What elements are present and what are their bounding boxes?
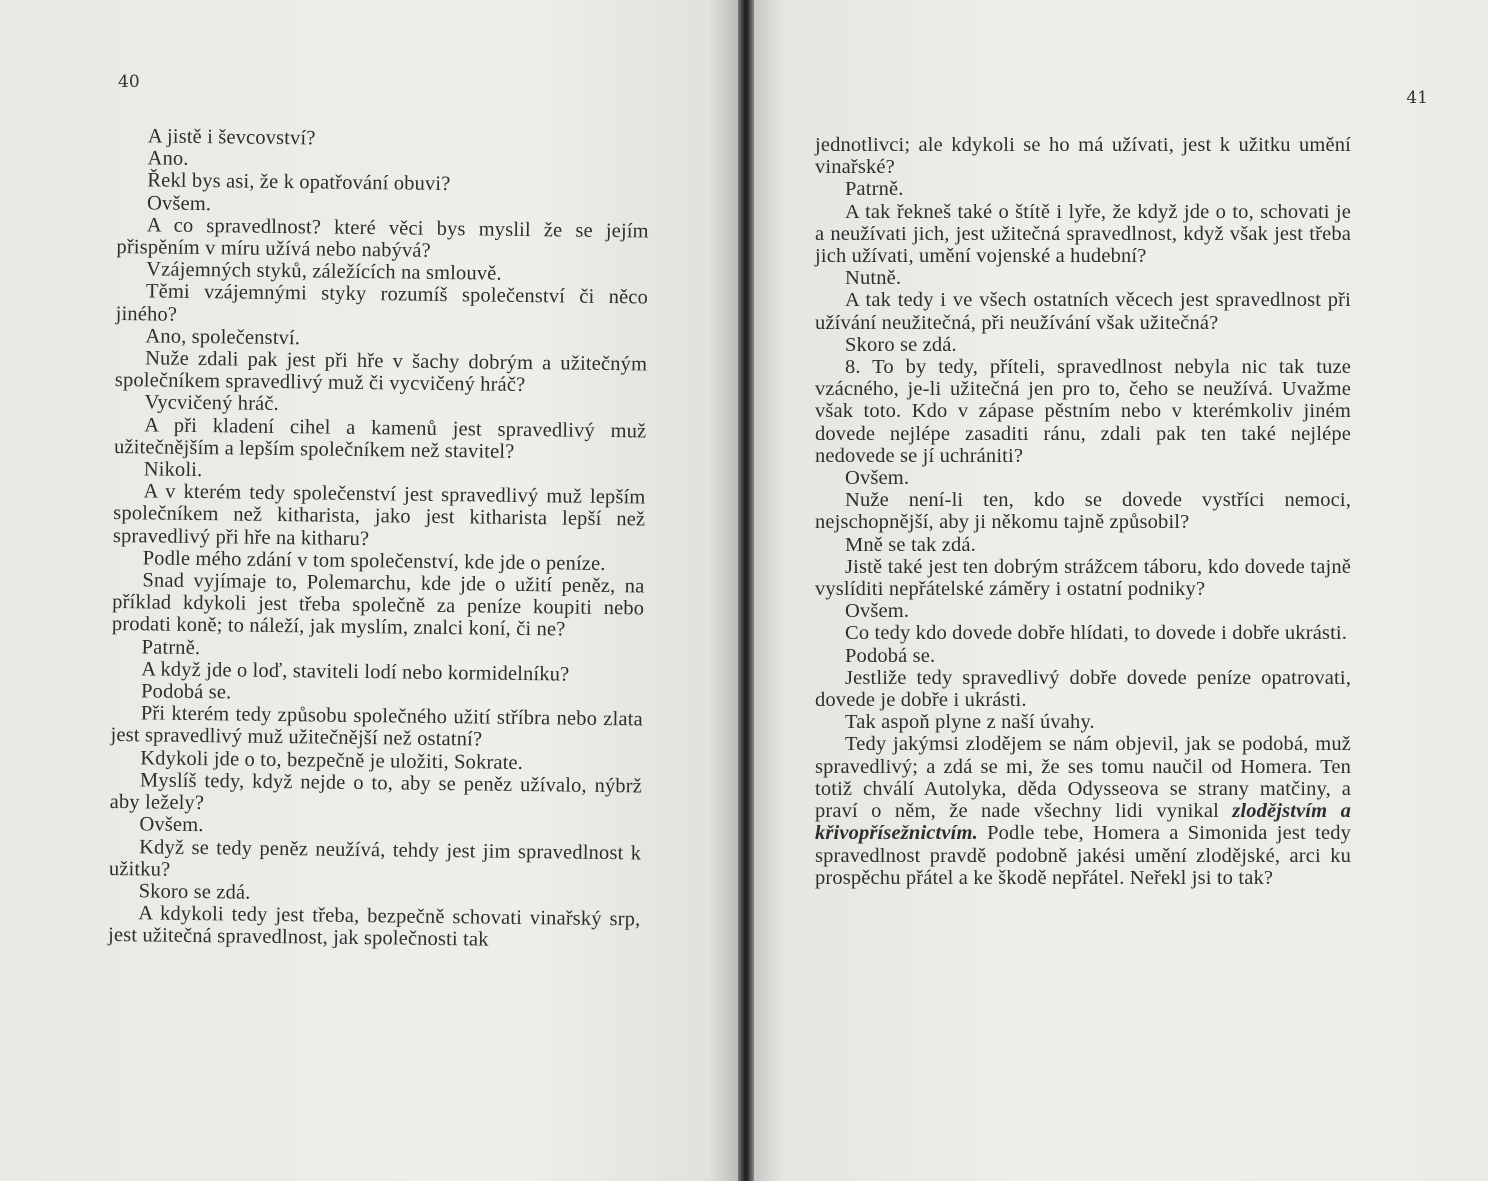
paragraph: Nikoli. bbox=[143, 458, 203, 482]
paragraph-last bbox=[815, 733, 1351, 888]
left-page bbox=[0, 0, 738, 1181]
paragraph: Myslíš tedy, když nejde o to, aby se peněz užívalo, nýbrž aby ležely? bbox=[109, 769, 643, 815]
paragraph: Kdykoli jde o to, bezpečně je uložiti, Sokrate. bbox=[140, 747, 524, 774]
paragraph: A co spravedlnost? které věci bys myslil že se jejím přispěním v míru užívá nebo nabývá? bbox=[116, 214, 649, 262]
paragraph: Podobá se. bbox=[140, 680, 232, 704]
paragraph: Skoro se zdá. bbox=[138, 880, 251, 904]
paragraph: Ovšem. bbox=[146, 191, 212, 215]
paragraph: A v kterém tedy společenství jest spravedlivý muž lepším společníkem než kitharista, jako jest kitharista lepší než spravedlivý při hře na kitharu? bbox=[112, 480, 646, 550]
paragraph: Ovšem. bbox=[845, 467, 910, 490]
paragraph: Jestliže tedy spravedlivý dobře dovede peníze opatrovati, dovede je dobře i ukrásti. bbox=[815, 666, 1351, 712]
paragraph: Skoro se zdá. bbox=[845, 333, 957, 356]
paragraph: Řekl bys asi, že k opatřování obuvi? bbox=[147, 169, 451, 196]
paragraph: Mně se tak zdá. bbox=[845, 533, 976, 556]
paragraph: Podle mého zdání v tom společenství, kde jde o peníze. bbox=[142, 547, 606, 575]
paragraph: Patrně. bbox=[141, 636, 201, 659]
paragraph: Nuže zdali pak jest při hře v šachy dobrým a užitečným společníkem spravedlivý muž či vycvičený hráč? bbox=[114, 347, 648, 397]
paragraph: Nutně. bbox=[845, 267, 902, 290]
paragraph: Nuže není-li ten, kdo se dovede vystříci nemoci, nejschopnější, aby ji někomu tajně způsobil? bbox=[815, 489, 1351, 534]
emphasis-text: zlodějstvím a křivopřísežnictvím. bbox=[815, 800, 1351, 845]
paragraph: jednotlivci; ale kdykoli se ho má užívati, jest k užitku umění vinařské? bbox=[815, 134, 1351, 179]
page-number-right: 41 bbox=[1406, 88, 1428, 108]
paragraph: A když jde o loď, staviteli lodí nebo kormidelníku? bbox=[141, 658, 570, 686]
paragraph: Vycvičený hráč. bbox=[144, 391, 280, 416]
paragraph: A tak řekneš také o štítě i lyře, že když jde o to, schovati je a neužívati jich, jest užitečná spravedlnost, když však jest třeba jich užívati, umění vojenské a hudební? bbox=[815, 200, 1351, 268]
paragraph: A kdykoli tedy jest třeba, bezpečně schovati vinařský srp, jest užitečná spravedlnost, jak společnosti tak bbox=[107, 902, 641, 951]
paragraph: A při kladení cihel a kamenů jest spravedlivý muž užitečnějším a lepším společníkem než stavitel? bbox=[113, 413, 647, 463]
book-gutter bbox=[738, 0, 754, 1181]
paragraph: Patrně. bbox=[845, 178, 904, 201]
paragraph: Co tedy kdo dovede dobře hlídati, to dovede i dobře ukrásti. bbox=[845, 622, 1348, 645]
paragraph: Ano, společenství. bbox=[145, 325, 301, 350]
paragraph: Těmi vzájemnými styky rozumíš společenství či něco jiného? bbox=[115, 280, 649, 326]
paragraph: A jistě i ševcovství? bbox=[147, 125, 316, 150]
paragraph: Ano. bbox=[147, 147, 189, 171]
paragraph: Vzájemných styků, záležících na smlouvě. bbox=[146, 258, 502, 285]
paragraph: Ovšem. bbox=[845, 600, 910, 623]
paragraph: Tak aspoň plyne z naší úvahy. bbox=[845, 711, 1095, 734]
paragraph: Snad vyjímaje to, Polemarchu, kde jde o užití peněz, na příklad kdykoli jest třeba společně za peníze koupiti nebo prodati koně; to náleží, jak myslím, znalci koní, či ne? bbox=[111, 569, 645, 641]
page-number-left: 40 bbox=[118, 72, 140, 92]
left-page-text bbox=[108, 125, 650, 953]
paragraph: Při kterém tedy způsobu společného užití stříbra nebo zlata jest spravedlivý muž užitečnější než ostatní? bbox=[110, 702, 643, 751]
paragraph: 8. To by tedy, příteli, spravedlnost nebyla nic tak tuze vzácného, je-li užitečná jen pro to, čeho se neužívá. Uvažme však toto. Kdo v zápase pěstním nebo v kterémkoliv jiném dovede nejlépe zasaditi ránu, zdali pak ten také nejlépe nedovede se jí uchrániti? bbox=[815, 356, 1351, 467]
paragraph: Jistě také jest ten dobrým strážcem táboru, kdo dovede tajně vyslíditi nepřátelské záměry i ostatní podniky? bbox=[815, 555, 1351, 601]
paragraph: Když se tedy peněz neužívá, tehdy jest jim spravedlnost k užitku? bbox=[108, 835, 642, 881]
paragraph: Ovšem. bbox=[139, 813, 204, 837]
paragraph: Podobá se. bbox=[845, 644, 936, 667]
paragraph-text: Podle tebe, Homera a Simonida jest tedy spravedlnost pravdě podobně jakési umění zlodějské, arci ku prospěchu přátel a ke škodě nepřátel. Neřekl jsi to tak? bbox=[815, 822, 1351, 889]
paragraph: A tak tedy i ve všech ostatních věcech jest spravedlnost při užívání neužitečná, při neužívání však užitečná? bbox=[815, 289, 1351, 334]
paragraph-text: Tedy jakýmsi zlodějem se nám objevil, jak se podobá, muž spravedlivý; a zdá se mi, že ses tomu naučil od Homera. Ten totiž chválí Autolyka, děda Odysseova se strany matčiny, a praví o něm, že nade všechny lidi vynikal bbox=[815, 733, 1351, 823]
right-page-text bbox=[815, 134, 1351, 889]
